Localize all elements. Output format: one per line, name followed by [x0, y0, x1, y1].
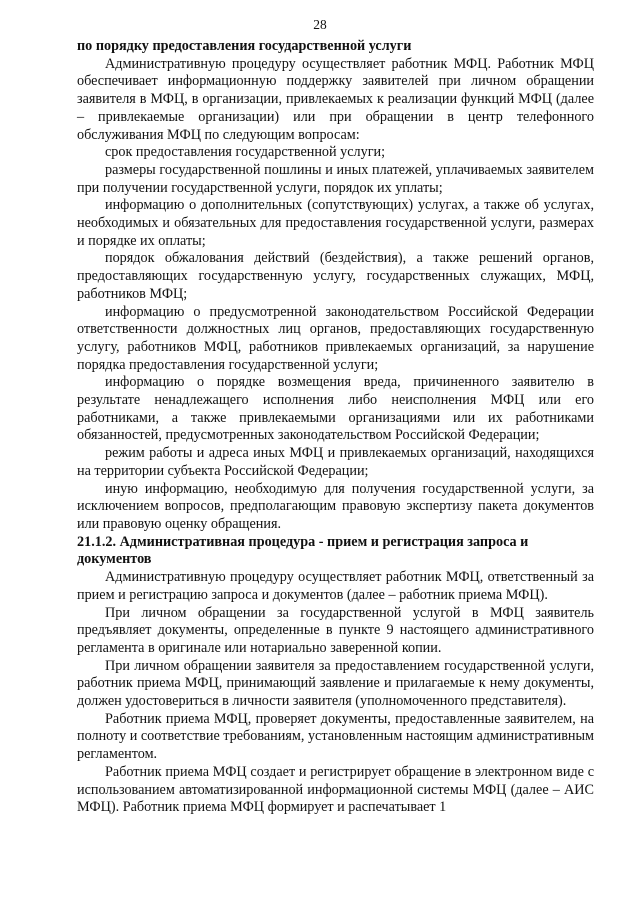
paragraph: При личном обращении за государственной услугой в МФЦ заявитель предъявляет документы, определенные в пункте 9 настоящего административного регламента в оригинале или нотариально заверенной копии.	[77, 604, 594, 656]
paragraph: порядок обжалования действий (бездействия), а также решений органов, предоставляющих государственную услугу, государственных служащих, МФЦ, работников МФЦ;	[77, 250, 594, 302]
paragraph: информацию о порядке возмещения вреда, причиненного заявителю в результате ненадлежащего исполнения либо неисполнения МФЦ или его работниками, а также привлекаемыми организациями или их работниками обязанностей, предусмотренных законодательством Российской Федерации;	[77, 374, 594, 444]
section-heading: по порядку предоставления государственной услуги	[77, 38, 412, 54]
paragraph: информацию о предусмотренной законодательством Российской Федерации ответственности должностных лиц органов, предоставляющих государственную услугу, работников МФЦ, работников привлекаемых организаций, за нарушение порядка предоставления государственной услуги;	[77, 303, 594, 373]
paragraph: срок предоставления государственной услуги;	[105, 144, 386, 161]
document-body	[77, 38, 594, 817]
paragraph: Работник приема МФЦ создает и регистрирует обращение в электронном виде с использованием автоматизированной информационной системы МФЦ (далее – АИС МФЦ). Работник приема МФЦ формирует и распечатывает 1	[77, 763, 594, 816]
paragraph: иную информацию, необходимую для получения государственной услуги, за исключением вопросов, предполагающим правовую экспертизу пакета документов или правовую оценку обращения.	[77, 480, 594, 532]
paragraph: информацию о дополнительных (сопутствующих) услугах, а также об услугах, необходимых и обязательных для предоставления государственной услуги, размерах и порядке их оплаты;	[77, 197, 594, 249]
paragraph: При личном обращении заявителя за предоставлением государственной услуги, работник приема МФЦ, принимающий заявление и прилагаемые к нему документы, должен удостовериться в личности заявителя (уполномоченного представителя).	[77, 657, 594, 710]
paragraph: Административную процедуру осуществляет работник МФЦ, ответственный за прием и регистрацию запроса и документов (далее – работник приема МФЦ).	[77, 569, 594, 603]
paragraph: Административную процедуру осуществляет работник МФЦ. Работник МФЦ обеспечивает информационную поддержку заявителей при личном обращении заявителя в МФЦ, в организации, привлекаемых к реализации функций МФЦ (далее – привлекаемые организации) или при обращении в центр телефонного обслуживания МФЦ по следующим вопросам:	[77, 55, 594, 143]
page-number: 28	[313, 17, 327, 32]
paragraph: режим работы и адреса иных МФЦ и привлекаемых организаций, находящихся на территории субъекта Российской Федерации;	[77, 445, 594, 479]
section-heading: 21.1.2. Административная процедура - прием и регистрация запроса и документов	[77, 533, 529, 568]
paragraph: Работник приема МФЦ, проверяет документы, предоставленные заявителем, на полноту и соответствие требованиям, установленным настоящим административным регламентом.	[77, 710, 594, 763]
paragraph: размеры государственной пошлины и иных платежей, уплачиваемых заявителем при получении государственной услуги, порядок их уплаты;	[77, 161, 594, 196]
